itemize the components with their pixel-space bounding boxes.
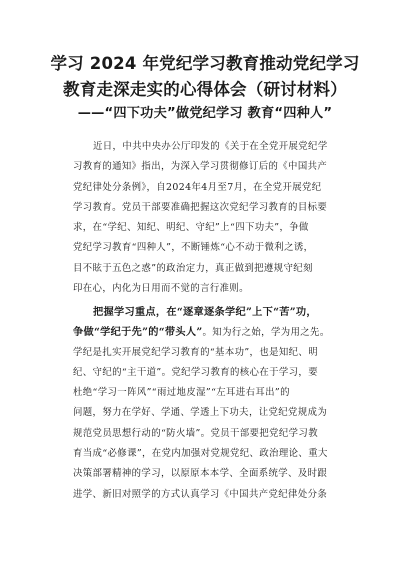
- document-title-line-2: 教育走深走实的心得体会（研讨材料）: [63, 80, 347, 99]
- paragraph-line: 进学、新旧对照学的方式认真学习《中国共产党纪律处分条: [73, 488, 328, 500]
- document-subtitle: ——“四下功夫”做党纪学习 教育“四种人”: [77, 106, 333, 121]
- paragraph-line: 习教育的通知》指出，为深入学习贯彻修订后的《中国共产: [73, 161, 328, 173]
- section-heading: 把握学习重点，在“逐章逐条学纪”上下“苦”功，: [93, 306, 317, 318]
- paragraph-line: 纪、守纪的“主干道”。党纪学习教育的核心在于学习，要: [73, 366, 318, 378]
- paragraph-line: 育当成“必修课”，在党内加强对党规党纪、政治理论、重大: [73, 448, 328, 460]
- paragraph-line: 学纪是扎实开展党纪学习教育的“基本功”，也是知纪、明: [73, 346, 318, 358]
- paragraph-line: 党纪学习教育“四种人”，不断锤炼“心不动于微利之诱，: [73, 242, 314, 254]
- section-heading-continuation: [73, 322, 373, 342]
- paragraph-line: 目不眩于五色之惑”的政治定力，真正做到把遵规守纪刻: [73, 262, 313, 274]
- section-heading-bold: 争做“学纪于先”的“带头人”: [73, 326, 203, 339]
- paragraph-study-focus: [73, 302, 373, 505]
- section-heading-rest: 。知为行之始，学为用之先。: [202, 327, 330, 339]
- paragraph-line: 近日，中共中央办公厅印发的《关于在全党开展党纪学: [93, 141, 328, 152]
- document-title-line-1: 学习 2024 年党纪学习教育推动党纪学习: [50, 54, 360, 73]
- paragraph-line: 问题，努力在学好、学通、学透上下功夫，让党纪党规成为: [73, 407, 328, 419]
- paragraph-line: 求，在“学纪、知纪、明纪、守纪”上“四下功夫”，争做: [73, 222, 309, 234]
- paragraph-line: 学习教育。党员干部要准确把握这次党纪学习教育的目标要: [73, 201, 328, 213]
- paragraph-line: 印在心，内化为日用而不觉的言行准则。: [73, 283, 249, 295]
- paragraph-line: 决策部署精神的学习，以原原本本学、全面系统学、及时跟: [73, 468, 328, 480]
- paragraph-line: 规范党员思想行动的“防火墙”。党员干部要把党纪学习教: [73, 427, 318, 439]
- paragraph-line: 杜绝“学习一阵风”“雨过地皮湿”“左耳进右耳出”的: [73, 387, 290, 399]
- paragraph-intro: [73, 137, 373, 299]
- paragraph-line: 党纪律处分条例》，自2024年4月至7月，在全党开展党纪: [73, 181, 322, 193]
